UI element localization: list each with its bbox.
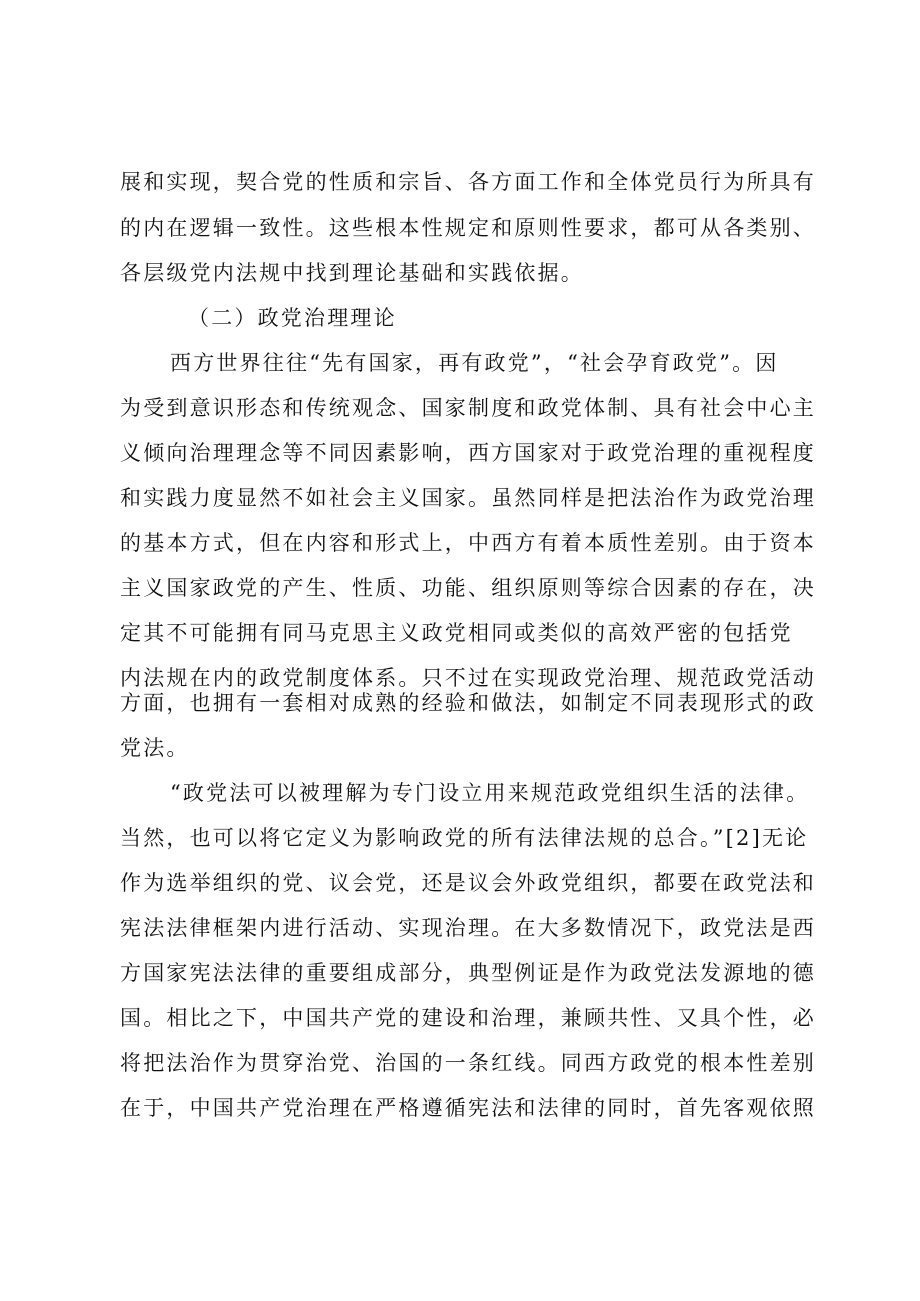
paragraph-party-law-line-5: 方国家宪法法律的重要组成部分，典型例证是作为政党法发源地的德	[120, 961, 816, 985]
paragraph-party-law-line-8: 在于，中国共产党治理在严格遵循宪法和法律的同时，首先客观依照	[120, 1096, 816, 1120]
paragraph-party-law-line-3: 作为选举组织的党、议会党，还是议会外政党组织，都要在政党法和	[120, 871, 816, 895]
paragraph-party-law-line-7: 将把法治作为贯穿治党、治国的一条红线。同西方政党的根本性差别	[120, 1051, 816, 1075]
paragraph-party-law-line-4: 宪法法律框架内进行活动、实现治理。在大多数情况下，政党法是西	[120, 916, 816, 940]
paragraph-western-line-7: 定其不可能拥有同马克思主义政党相同或类似的高效严密的包括党	[120, 621, 793, 645]
paragraph-party-law-line-1: “政党法可以被理解为专门设立用来规范政党组织生活的法律。	[170, 781, 810, 805]
paragraph-party-law-line-6: 国。相比之下，中国共产党的建设和治理，兼顾共性、又具个性，必	[120, 1006, 816, 1030]
paragraph-party-law-line-2: 当然，也可以将它定义为影响政党的所有法律法规的总合。”[2]无论	[120, 826, 809, 850]
paragraph-western-line-9: 方面，也拥有一套相对成熟的经验和做法，如制定不同表现形式的政	[120, 691, 816, 715]
paragraph-western-line-3: 义倾向治理理念等不同因素影响，西方国家对于政党治理的重视程度	[120, 441, 816, 465]
paragraph-western-line-10: 党法。	[120, 736, 190, 760]
paragraph-western-line-8: 内法规在内的政党制度体系。只不过在实现政党治理、规范政党活动	[120, 666, 816, 690]
paragraph-western-line-2: 为受到意识形态和传统观念、国家制度和政党体制、具有社会中心主	[120, 396, 816, 420]
paragraph-western-line-5: 的基本方式，但在内容和形式上，中西方有着本质性差别。由于资本	[120, 531, 816, 555]
paragraph-western-line-6: 主义国家政党的产生、性质、功能、组织原则等综合因素的存在，决	[120, 576, 816, 600]
paragraph-intro-line-2: 的内在逻辑一致性。这些根本性规定和原则性要求，都可从各类别、	[120, 216, 816, 240]
paragraph-intro-line-3: 各层级党内法规中找到理论基础和实践依据。	[120, 261, 584, 285]
paragraph-western-line-4: 和实践力度显然不如社会主义国家。虽然同样是把法治作为政党治理	[120, 486, 816, 510]
paragraph-intro-line-1: 展和实现，契合党的性质和宗旨、各方面工作和全体党员行为所具有	[120, 170, 816, 194]
section-heading: （二）政党治理理论	[188, 306, 397, 330]
paragraph-western-line-1: 西方世界往往“先有国家，再有政党”，“社会孕育政党”。因	[170, 351, 779, 375]
